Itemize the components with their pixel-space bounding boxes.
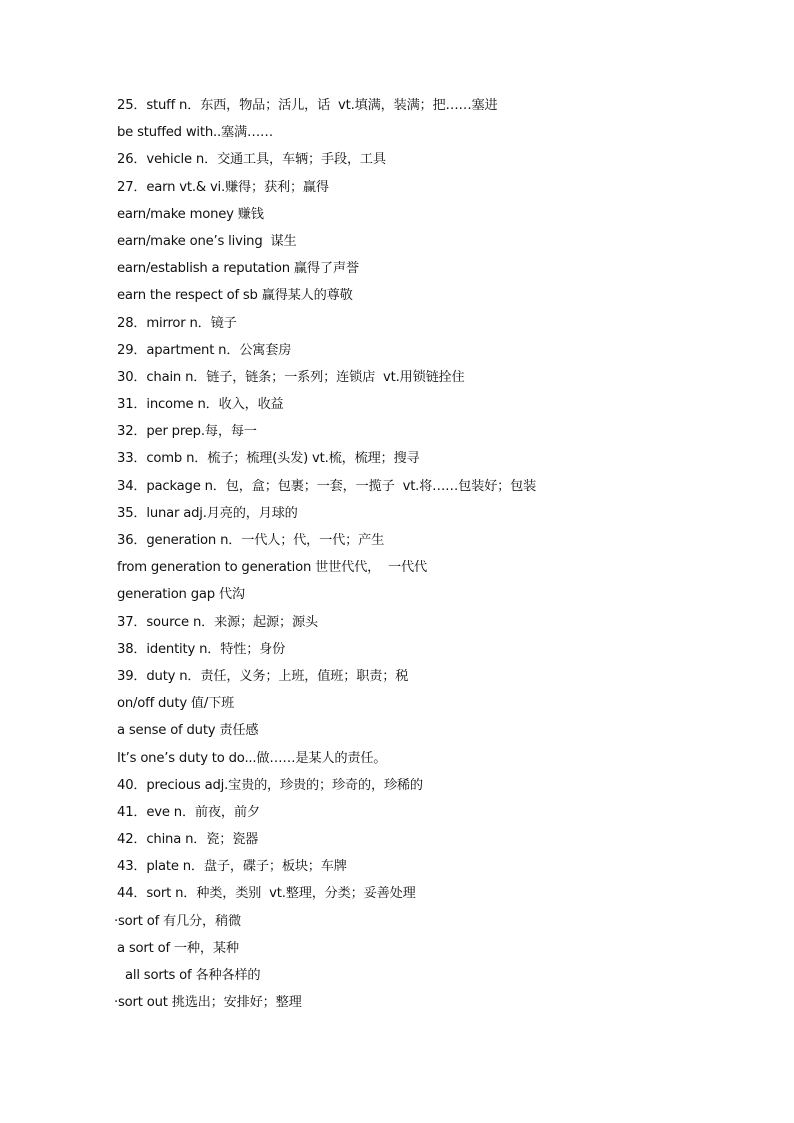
entry-27: 27．earn vt.& vi.赚得；获利；赢得 [117,179,329,195]
entry-30: 30．chain n．链子，链条；一系列；连锁店 vt.用锁链拴住 [117,369,465,385]
entry-28: 28．mirror n．镜子 [117,315,237,331]
phrase-line: from generation to generation 世世代代， 一代代 [117,560,428,576]
entry-38: 38．identity n．特性；身份 [117,641,286,657]
phrase-line: generation gap 代沟 [117,587,245,603]
entry-31: 31．income n．收入，收益 [117,397,284,413]
entry-34: 34．package n．包，盒；包裹；一套，一揽子 vt.将……包装好；包装 [117,478,537,494]
entry-42: 42．china n．瓷；瓷器 [117,832,259,848]
phrase-line: earn the respect of sb 赢得某人的尊敬 [117,288,353,304]
phrase-line: a sort of 一种，某种 [117,940,239,956]
phrase-line: ·sort of 有几分，稍微 [114,913,241,929]
entry-25: 25．stuff n．东西，物品；活儿，话 vt.填满，装满；把……塞进 [117,98,498,113]
phrase-line: on/off duty 值/下班 [117,696,235,712]
phrase-line: earn/make one’s living 谋生 [117,233,297,249]
entry-35: 35．lunar adj.月亮的，月球的 [117,505,298,521]
entry-26: 26．vehicle n．交通工具，车辆；手段，工具 [117,152,386,168]
vocabulary-list [114,92,757,1016]
phrase-line: earn/establish a reputation 赢得了声誉 [117,261,359,277]
entry-41: 41．eve n．前夜，前夕 [117,804,260,820]
entry-32: 32．per prep.每，每一 [117,424,257,440]
entry-36: 36．generation n．一代人；代，一代；产生 [117,533,385,548]
entry-33: 33．comb n．梳子；梳理(头发) vt.梳，梳理；搜寻 [117,451,420,467]
entry-29: 29．apartment n．公寓套房 [117,342,292,358]
phrase-line: earn/make money 赚钱 [117,206,264,222]
entry-40: 40．precious adj.宝贵的，珍贵的；珍奇的，珍稀的 [117,777,423,793]
entry-37: 37．source n．来源；起源；源头 [117,614,318,630]
phrase-line: ·sort out 挑选出；安排好；整理 [114,995,302,1011]
entry-43: 43．plate n．盘子，碟子；板块；车牌 [117,859,347,875]
phrase-line: all sorts of 各种各样的 [117,968,261,983]
entry-44: 44．sort n．种类，类别 vt.整理，分类；妥善处理 [117,886,416,902]
phrase-line: It’s one’s duty to do...做……是某人的责任。 [117,750,387,766]
phrase-line: be stuffed with..塞满…… [117,125,273,141]
entry-39: 39．duty n．责任，义务；上班，值班；职责；税 [117,668,409,684]
phrase-line: a sense of duty 责任感 [117,723,259,739]
